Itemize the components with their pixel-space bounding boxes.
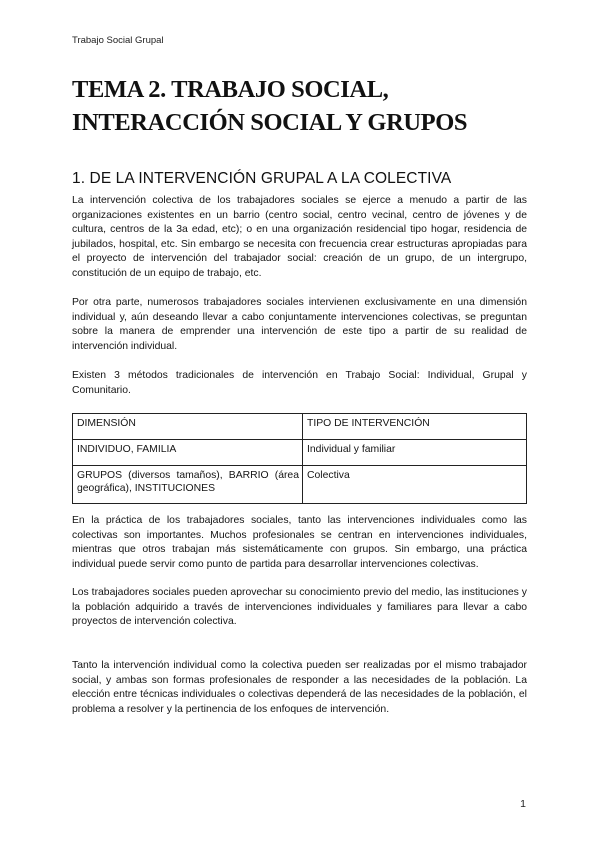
title-line-2: INTERACCIÓN SOCIAL Y GRUPOS [72,109,468,136]
table-row [73,440,527,466]
table-header-cell: TIPO DE INTERVENCIÓN [303,414,527,440]
page-title [72,73,542,139]
table-row [73,466,527,504]
paragraph-5: Los trabajadores sociales pueden aprovechar su conocimiento previo del medio, las instituciones y la población adquirido a través de intervenciones individuales y familiares para llevar a cabo proyectos de intervención colectiva. [72,587,527,628]
section-heading: 1. DE LA INTERVENCIÓN GRUPAL A LA COLECTIVA [72,170,452,187]
intervention-table [72,413,527,504]
running-header: Trabajo Social Grupal [72,35,164,46]
paragraph-6: Tanto la intervención individual como la colectiva pueden ser realizadas por el mismo trabajador social, y ambas son formas profesionales de responder a las necesidades de la población. La elección entre técnicas individuales o colectivas dependerá de las necesidades de la población, el problema a resolver y la pertinencia de los enfoques de intervención. [72,660,527,715]
paragraph-2: Por otra parte, numerosos trabajadores sociales intervienen exclusivamente en una dimensión individual y, aún deseando llevar a cabo conjuntamente intervenciones colectivas, se preguntan sobre la manera de emprender una intervención de este tipo a partir de su realidad de intervención individual. [72,297,527,352]
paragraph-3: Existen 3 métodos tradicionales de intervención en Trabajo Social: Individual, Grupal y Comunitario. [72,370,527,396]
table-header-cell: DIMENSIÓN [73,414,303,440]
table-cell: Individual y familiar [303,440,527,466]
table-cell: GRUPOS (diversos tamaños), BARRIO (área geográfica), INSTITUCIONES [73,466,303,504]
paragraph-1: La intervención colectiva de los trabajadores sociales se ejerce a menudo a partir de las organizaciones existentes en un barrio (centro social, centro vecinal, centro de jóvenes y de cultura, centros de la 3a edad, etc); o en una organización residencial tipo hogar, residencia de jubilados, hospital, etc. Sin embargo se necesita con frecuencia crear estructuras apropiadas para el proyecto de intervención del trabajador social: creación de un grupo, de un intergrupo, constitución de un equipo de trabajo, etc. [72,195,527,279]
title-line-1: TEMA 2. TRABAJO SOCIAL, [72,76,389,103]
table-cell: Colectiva [303,466,527,504]
table-header-row [73,414,527,440]
paragraph-4: En la práctica de los trabajadores sociales, tanto las intervenciones individuales como las colectivas son importantes. Muchos profesionales se centran en intervenciones individuales, mientras que otros trabajan más sistemáticamente con grupos. Sin embargo, una práctica individual puede servir como punto de partida para desarrollar intervenciones colectivas. [72,515,527,570]
table-cell: INDIVIDUO, FAMILIA [73,440,303,466]
page-number: 1 [520,798,526,810]
